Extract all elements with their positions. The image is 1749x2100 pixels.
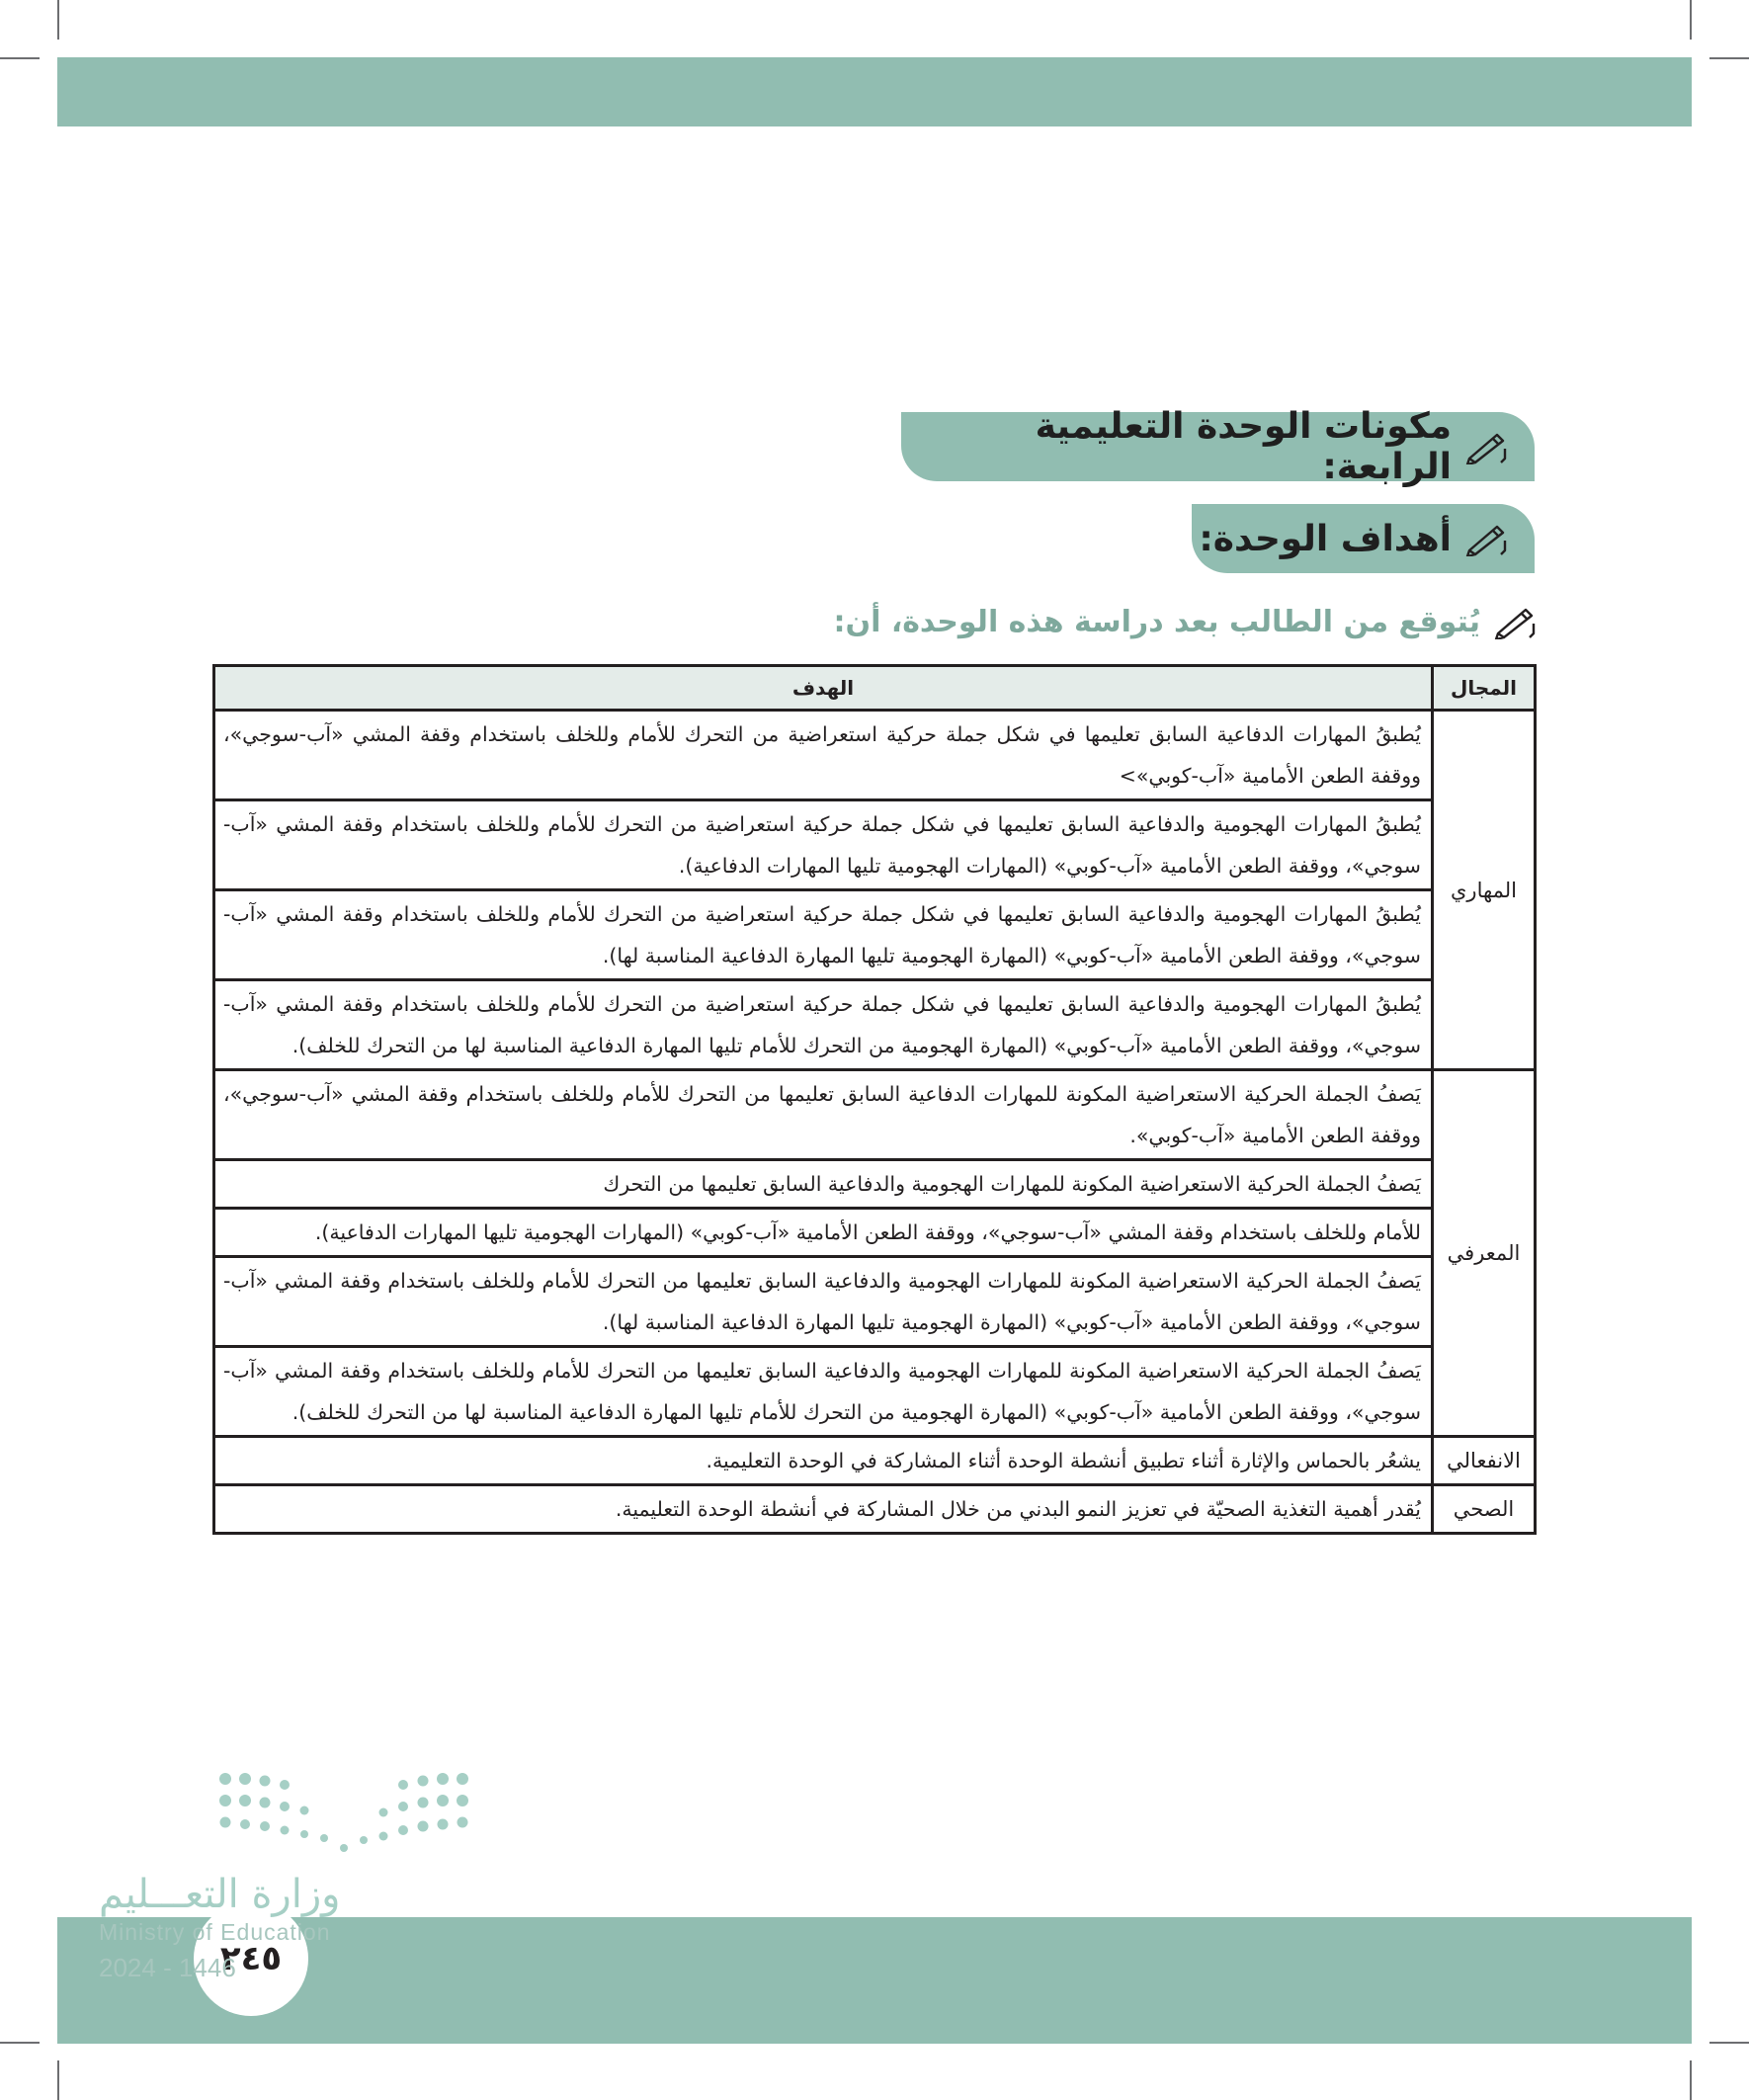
goal-cell: يَصفُ الجملة الحركية الاستعراضية المكونة للمهارات الهجومية والدفاعية السابق تعليمها من التحرك — [214, 1160, 1433, 1209]
top-color-band — [57, 57, 1692, 126]
domain-cell-affective: الانفعالي — [1433, 1437, 1536, 1485]
intro-line — [833, 599, 1536, 644]
table-row — [214, 800, 1536, 890]
crop-mark — [1709, 57, 1749, 59]
logo-arabic-text: وزارة التعـــليم — [99, 1872, 341, 1917]
goal-cell: يُطبقُ المهارات الهجومية والدفاعية السابق تعليمها في شكل جملة حركية استعراضية من التحرك للأمام وللخلف باستخدام وقفة المشي «آب-سوجي»، ووقفة الطعن الأمامية «آب-كوبي» (المهارة الهجومية تليها المهارة الدفاعية المناسبة لها). — [214, 890, 1433, 980]
pen-icon — [1494, 604, 1536, 639]
heading-text: مكونات الوحدة التعليمية الرابعة: — [1035, 406, 1452, 487]
goals-table — [212, 664, 1537, 1535]
table-row — [214, 980, 1536, 1070]
crop-mark — [1709, 2042, 1749, 2044]
logo-english-text: Ministry of Education — [99, 1919, 331, 1945]
table-row — [214, 890, 1536, 980]
logo-dots-icon — [215, 1769, 474, 1858]
goal-cell: يُقدر أهمية التغذية الصحيّة في تعزيز النمو البدني من خلال المشاركة في أنشطة الوحدة التعليمية. — [214, 1485, 1433, 1534]
table-row — [214, 1209, 1536, 1257]
intro-text: يُتوقع من الطالب بعد دراسة هذه الوحدة، أن: — [833, 604, 1480, 639]
table-row — [214, 1347, 1536, 1437]
goal-cell: يَصفُ الجملة الحركية الاستعراضية المكونة للمهارات الدفاعية السابق تعليمها من التحرك للأمام وللخلف باستخدام وقفة المشي «آب-سوجي»، ووقفة الطعن الأمامية «آب-كوبي». — [214, 1070, 1433, 1160]
unit-components-heading — [901, 406, 1535, 487]
goal-cell: يَصفُ الجملة الحركية الاستعراضية المكونة للمهارات الهجومية والدفاعية السابق تعليمها من التحرك للأمام وللخلف باستخدام وقفة المشي «آب-سوجي»، ووقفة الطعن الأمامية «آب-كوبي» (المهارة الهجومية تليها المهارة الدفاعية المناسبة لها). — [214, 1257, 1433, 1347]
goal-cell: يَصفُ الجملة الحركية الاستعراضية المكونة للمهارات الهجومية والدفاعية السابق تعليمها من التحرك للأمام وللخلف باستخدام وقفة المشي «آب-سوجي»، ووقفة الطعن الأمامية «آب-كوبي» (المهارة الهجومية من التحرك للأمام تليها المهارة الدفاعية المناسبة لها من التحرك للخلف). — [214, 1347, 1433, 1437]
table-row — [214, 1257, 1536, 1347]
goal-cell: يشعُر بالحماس والإثارة أثناء تطبيق أنشطة الوحدة أثناء المشاركة في الوحدة التعليمية. — [214, 1437, 1433, 1485]
table-row — [214, 711, 1536, 800]
domain-column-header: المجال — [1433, 666, 1536, 711]
page-number: ٢٤٥ — [194, 1901, 308, 2016]
subheading-text: أهداف الوحدة: — [1199, 518, 1452, 559]
table-row — [214, 1160, 1536, 1209]
crop-mark — [1690, 0, 1692, 40]
table-row — [214, 1485, 1536, 1534]
goal-column-header: الهدف — [214, 666, 1433, 711]
domain-cell-cognitive: المعرفي — [1433, 1070, 1536, 1437]
logo-year-text: 2024 - 1446 — [99, 1953, 236, 1982]
crop-mark — [57, 2060, 59, 2100]
unit-goals-heading — [1192, 504, 1535, 573]
goal-cell: يُطبقُ المهارات الهجومية والدفاعية السابق تعليمها في شكل جملة حركية استعراضية من التحرك للأمام وللخلف باستخدام وقفة المشي «آب-سوجي»، ووقفة الطعن الأمامية «آب-كوبي» (المهارات الهجومية تليها المهارات الدفاعية). — [214, 800, 1433, 890]
ministry-logo — [99, 1769, 474, 2006]
table-header-row — [214, 666, 1536, 711]
pen-icon — [1465, 521, 1507, 556]
goal-cell: يُطبقُ المهارات الدفاعية السابق تعليمها في شكل جملة حركية استعراضية من التحرك للأمام وللخلف باستخدام وقفة المشي «آب-سوجي»، ووقفة الطعن الأمامية «آب-كوبي»> — [214, 711, 1433, 800]
domain-cell-skill: المهاري — [1433, 711, 1536, 1070]
crop-mark — [1690, 2060, 1692, 2100]
domain-cell-health: الصحي — [1433, 1485, 1536, 1534]
crop-mark — [0, 57, 40, 59]
crop-mark — [0, 2042, 40, 2044]
goal-cell: للأمام وللخلف باستخدام وقفة المشي «آب-سوجي»، ووقفة الطعن الأمامية «آب-كوبي» (المهارات الهجومية تليها المهارات الدفاعية). — [214, 1209, 1433, 1257]
goal-cell: يُطبقُ المهارات الهجومية والدفاعية السابق تعليمها في شكل جملة حركية استعراضية من التحرك للأمام وللخلف باستخدام وقفة المشي «آب-سوجي»، ووقفة الطعن الأمامية «آب-كوبي» (المهارة الهجومية من التحرك للأمام تليها المهارة الدفاعية المناسبة لها من التحرك للخلف). — [214, 980, 1433, 1070]
table-row — [214, 1437, 1536, 1485]
crop-mark — [57, 0, 59, 40]
pen-icon — [1465, 429, 1507, 464]
table-row — [214, 1070, 1536, 1160]
